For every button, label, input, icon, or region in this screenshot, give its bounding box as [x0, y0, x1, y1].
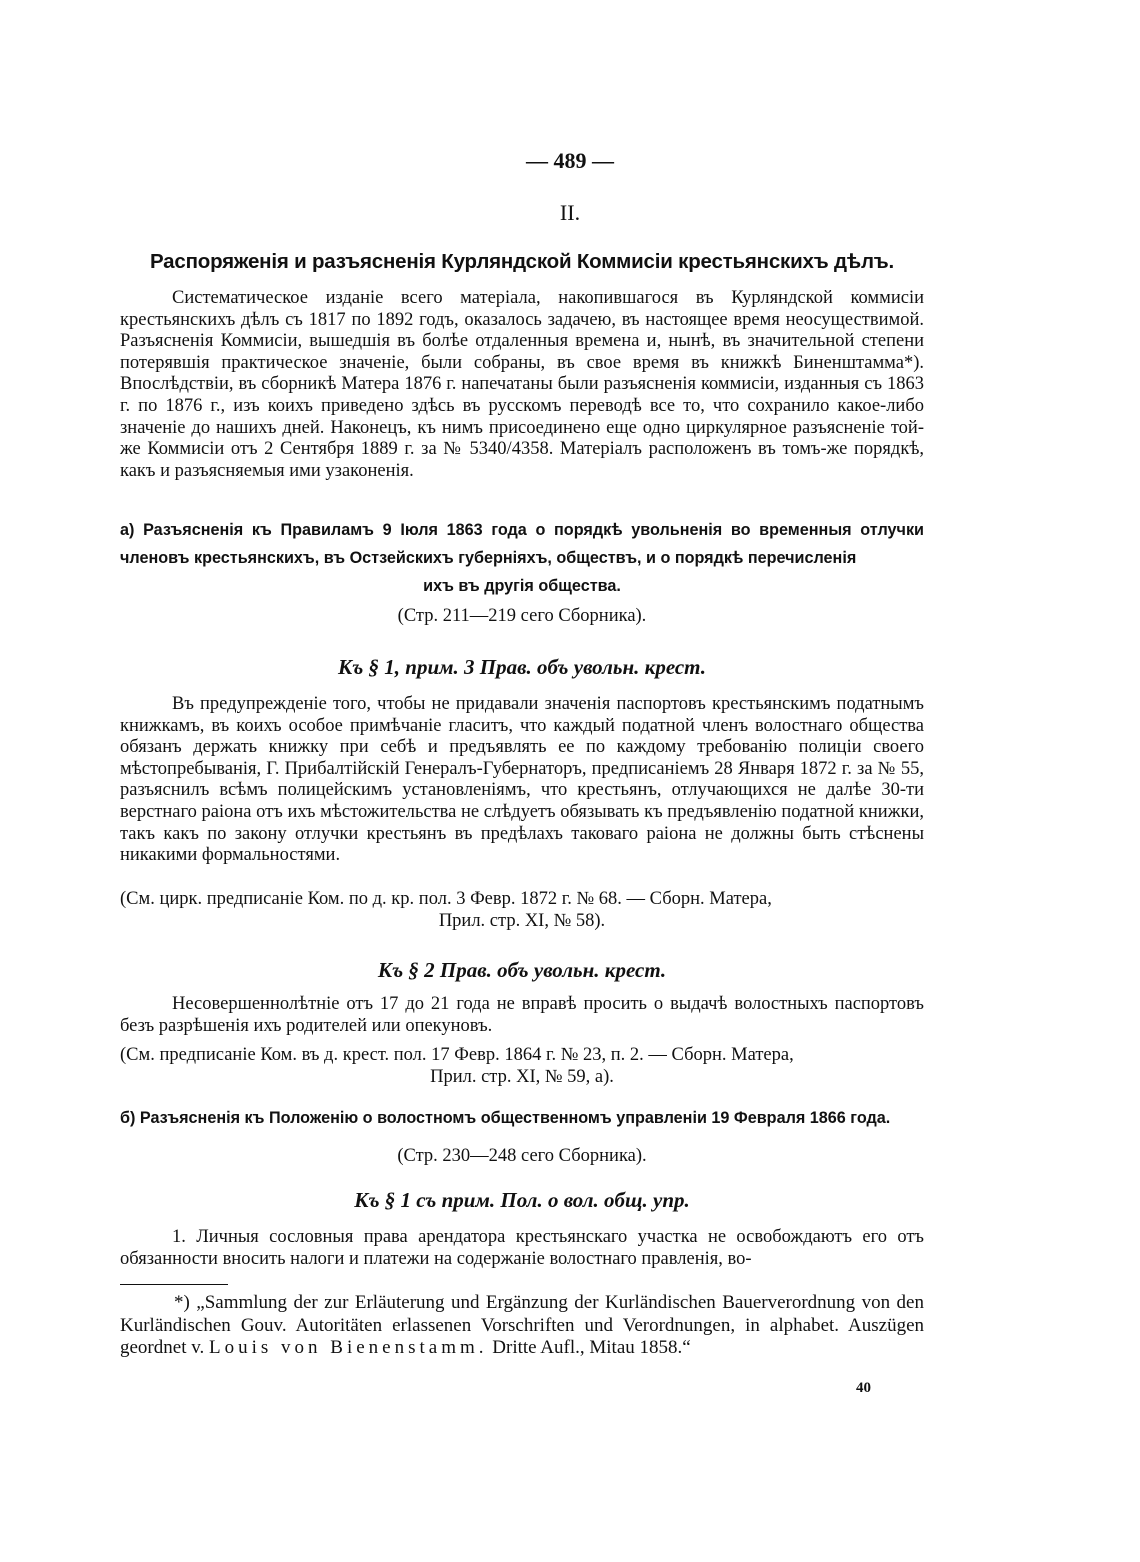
- footnote-divider: [120, 1284, 228, 1285]
- footnote-author: Louis von Bienenstamm.: [209, 1337, 488, 1358]
- signature-mark: 40: [856, 1380, 871, 1396]
- section-a-heading-main: а) Разъясненія къ Правиламъ 9 Іюля 1863 года о порядкѣ увольненія во временныя отлучки членовъ крестьянскихъ, въ Остзейскихъ губерніяхъ, обществъ, и о порядкѣ перечисленія: [120, 521, 924, 567]
- citation-line: (См. предписаніе Ком. въ д. крест. пол. 17 Февр. 1864 г. № 23, п. 2. — Сборн. Матера,: [120, 1045, 794, 1065]
- intro-paragraph: Систематическое изданіе всего матеріала, накопившагося въ Курляндской коммисіи крестьянскихъ дѣлъ съ 1817 по 1892 годъ, оказалось задачею, въ настоящее время неосуществимой. Разъясненія Коммисіи, вышедшія въ болѣе отдаленныя времена и, нынѣ, въ значительной степени потерявшія практическое значеніе, были собраны, въ свое время въ книжкѣ Биненштамма*). Впослѣдствіи, въ сборникѣ Матера 1876 г. напечатаны были разъясненія коммисіи, изданныя съ 1863 г. по 1876 г., изъ коихъ приведено здѣсь въ русскомъ переводѣ все то, что сохранило какое-либо значеніе до нашихъ дней. Наконецъ, къ нимъ присоединено еще одно циркулярное разъясненіе той-же Коммисіи отъ 2 Сентября 1889 г. за № 5340/4358. Матеріалъ расположенъ въ томъ-же порядкѣ, какъ и разъясняемыя ими узаконенія.: [120, 288, 924, 481]
- section-b-heading: б) Разъясненія къ Положенію о волостномъ общественномъ управленіи 19 Февраля 1866 года.: [120, 1109, 891, 1127]
- section-b-item-1-text: 1. Личныя сословныя права арендатора крестьянскаго участка не освобождаютъ его отъ обязанности вносить налоги и платежи на содержаніе волостнаго правленія, во-: [120, 1227, 924, 1269]
- section-a-article-2-citation: [120, 1044, 924, 1088]
- footnote-text: *) „Sammlung der zur Erläuterung und Ergänzung der Kurländischen Bauerverordnung von den Kurländischen Gouv. Autoritäten erlassenen Vorschriften und Verordnungen, in alphabet. Auszügen geordnet v.: [120, 1292, 924, 1358]
- citation-line: Прил. стр. XI, № 59, а).: [430, 1067, 614, 1087]
- section-a-article-1-citation: [120, 888, 924, 932]
- footnote-text-end: Dritte Aufl., Mitau 1858.“: [492, 1337, 691, 1358]
- section-a-heading-last: ихъ въ другія общества.: [423, 577, 621, 595]
- section-a-reference: (Стр. 211—219 сего Сборника).: [397, 606, 647, 626]
- section-a-article-2-heading: Къ § 2 Прав. объ увольн. крест.: [377, 958, 667, 982]
- section-a-heading: [120, 516, 924, 600]
- footnote: [120, 1292, 924, 1360]
- section-a-article-1-text: Въ предупрежденіе того, чтобы не придавали значенія паспортовъ крестьянскимъ податнымъ книжкамъ, въ коихъ особое примѣчаніе гласитъ, что каждый податной членъ волостнаго общества обязанъ держать книжку при себѣ и предъявлять ее по каждому требованію полиціи своего мѣстопребыванія, Г. Прибалтійскій Генералъ-Губернаторъ, предписаніемъ 28 Января 1872 г. за № 55, разъяснилъ всѣмъ полицейскимъ установленіямъ, что крестьянъ, отлучающихся не далѣе 30-ти верстнаго раіона отъ ихъ мѣстожительства не слѣдуетъ обязывать къ предъявленію податной книжки, такъ какъ по закону отлучки крестьянъ въ предѣлахъ таковаго раіона не должны быть стѣснены никакими формальностями.: [120, 694, 924, 866]
- section-a-article-1-heading: Къ § 1, прим. 3 Прав. объ увольн. крест.: [337, 655, 707, 679]
- section-numeral: II.: [559, 200, 581, 225]
- citation-line: Прил. стр. XI, № 58).: [438, 911, 606, 931]
- section-a-article-2-text: Несовершеннолѣтніе отъ 17 до 21 года не вправѣ просить о выдачѣ волостныхъ паспортовъ безъ разрѣшенія ихъ родителей или опекуновъ.: [120, 994, 924, 1036]
- section-b-article-1-heading: Къ § 1 съ прим. Пол. о вол. общ. упр.: [354, 1188, 690, 1212]
- citation-line: (См. цирк. предписаніе Ком. по д. кр. пол. 3 Февр. 1872 г. № 68. — Сборн. Матера,: [120, 889, 772, 909]
- section-b-reference: (Стр. 230—248 сего Сборника).: [397, 1146, 647, 1166]
- main-title: Распоряженія и разъясненія Курляндской Коммисіи крестьянскихъ дѣлъ.: [149, 250, 895, 273]
- page-number: — 489 —: [526, 148, 614, 173]
